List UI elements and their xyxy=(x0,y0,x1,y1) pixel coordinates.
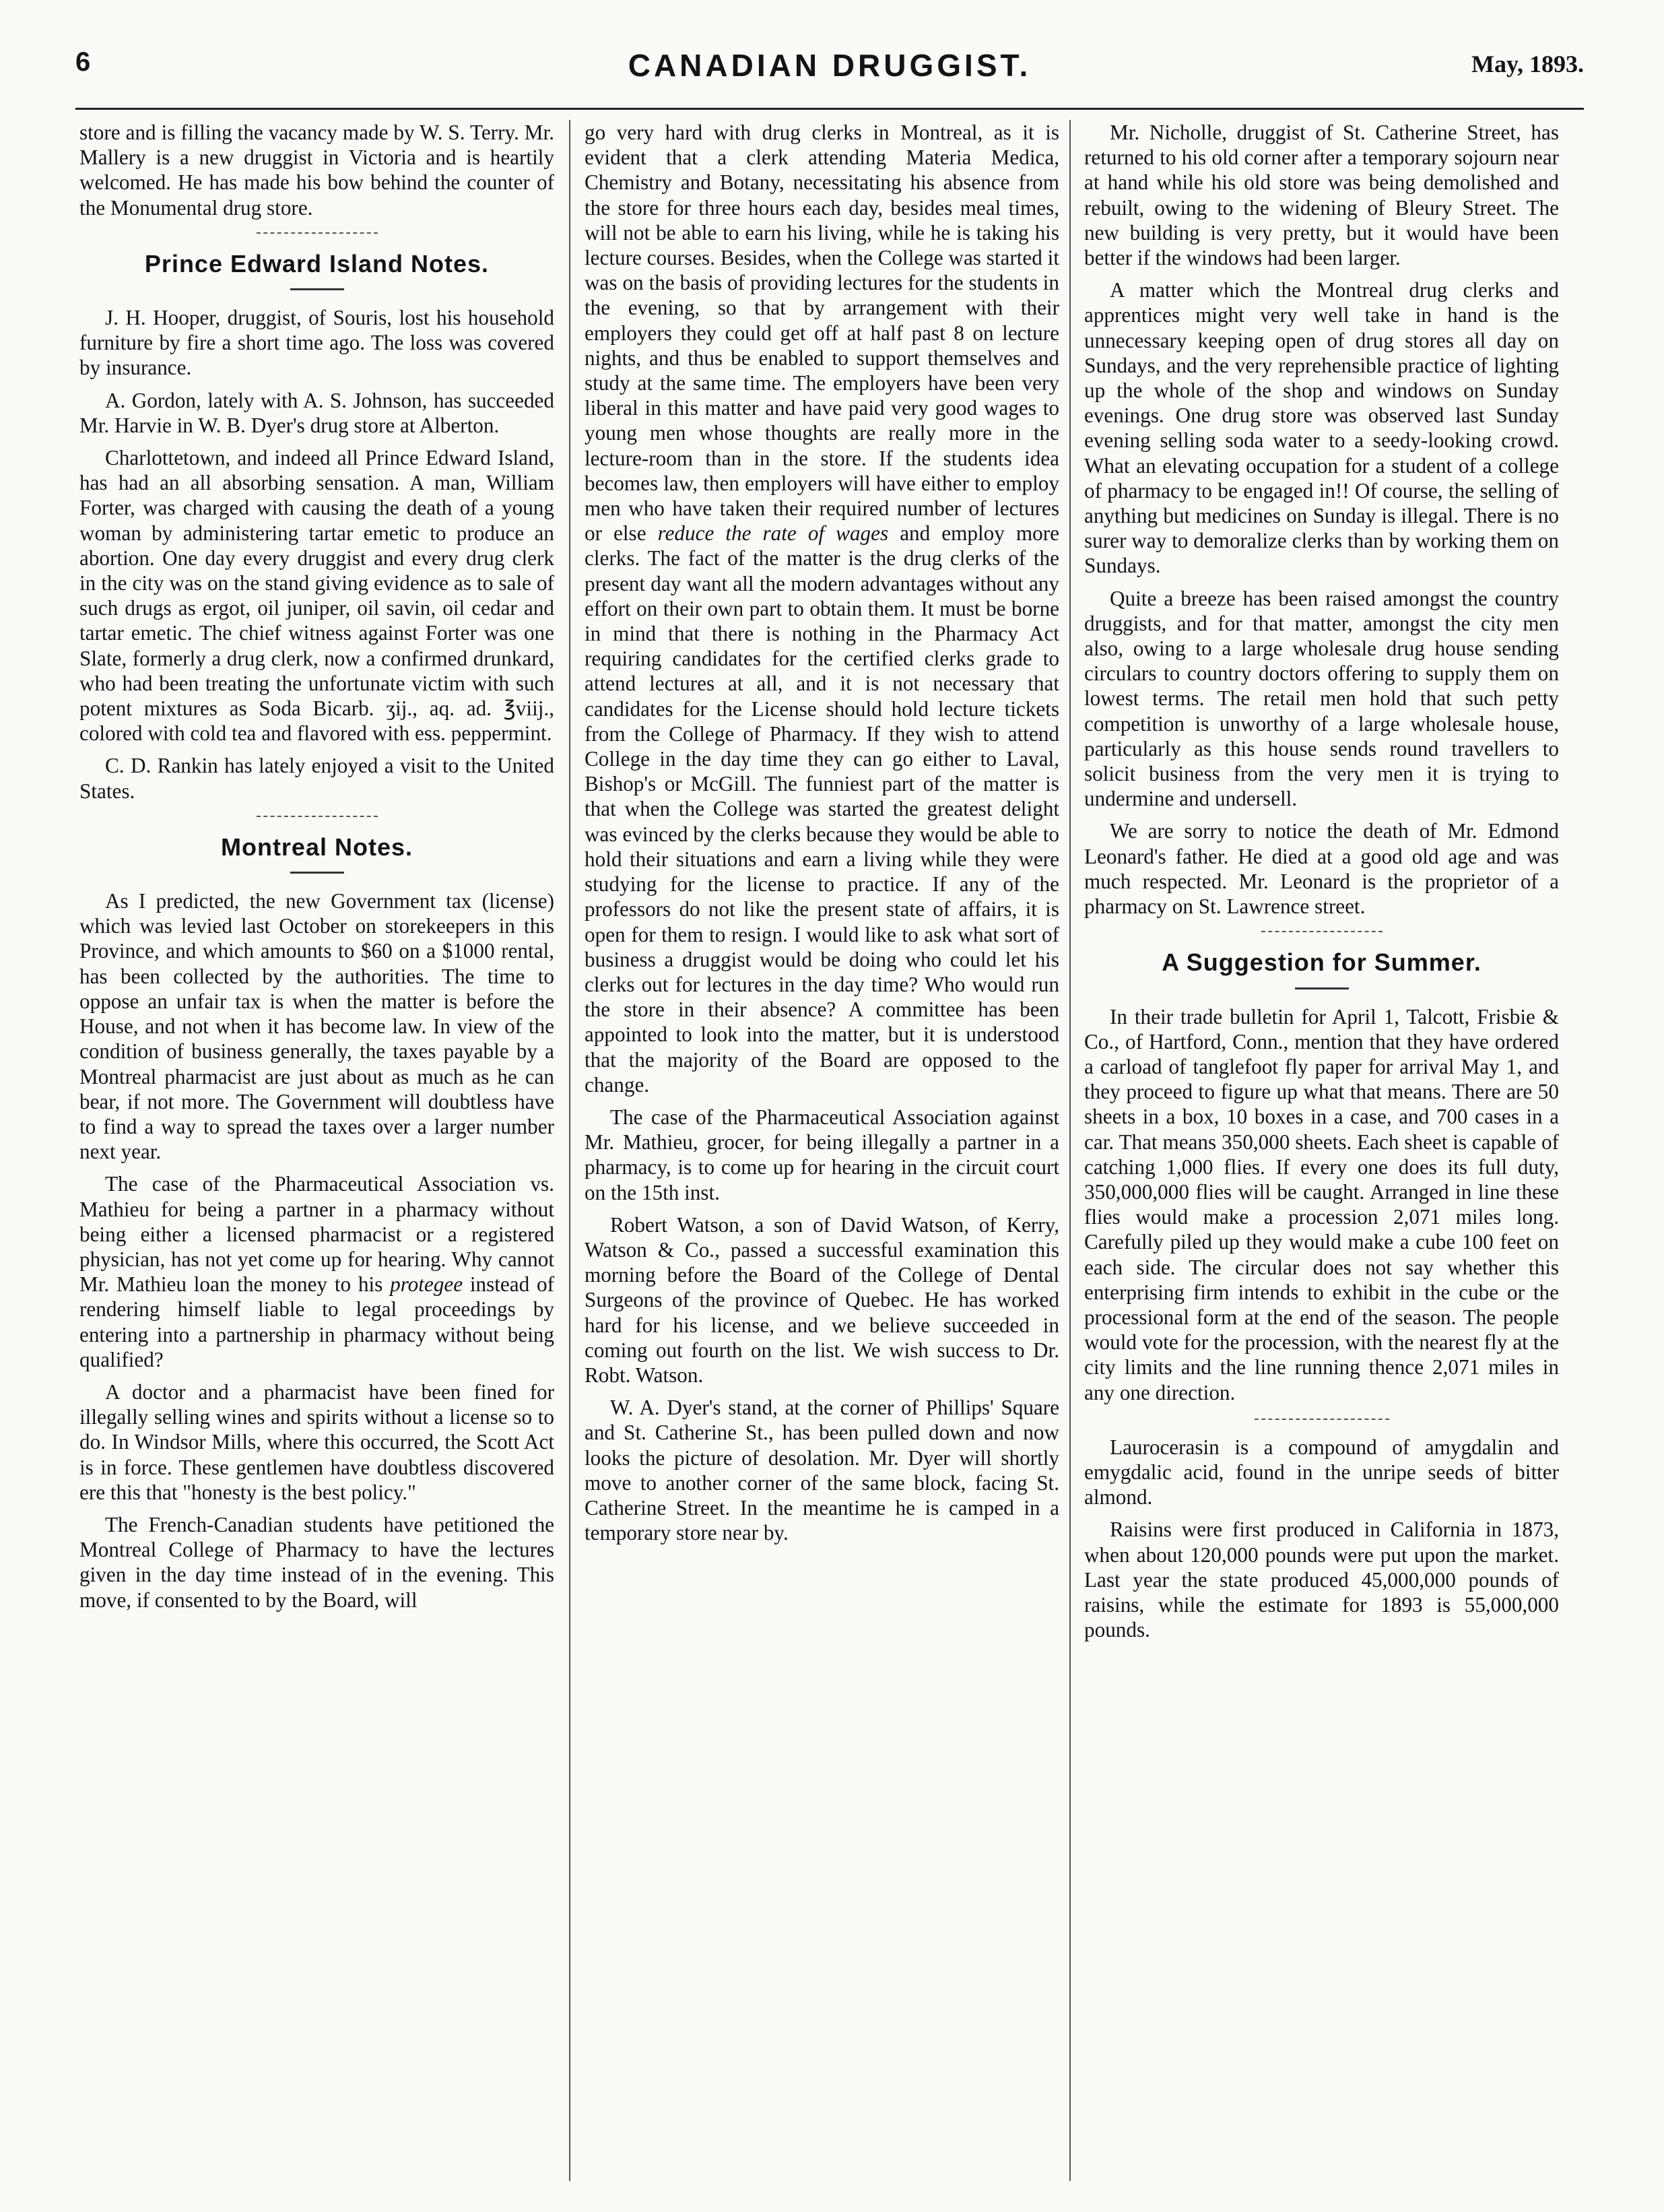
section-ornament xyxy=(1255,1419,1389,1420)
article-paragraph: In their trade bulletin for April 1, Talcott, Frisbie & Co., of Hartford, Conn., mention that they have ordered a carload of tanglefoot fly paper for arrival May 1, and they proceed to figure up what that means. There are 50 sheets in a box, 10 boxes in a case, and 700 cases in a car. That means 350,000 sheets. Each sheet is capable of catching 1,000 flies. If every one does its full duty, 350,000,000 flies will be caught. Arranged in line these flies would make a procession 2,071 miles long. Carefully piled up they would make a cube 100 feet on each side. The circular does not say whether this enterprising firm intends to exhibit in the cube or the processional form at the end of the season. The people would vote for the procession, with the nearest fly at the city limits and the line running thence 2,071 miles in any one direction. xyxy=(1084,1004,1559,1404)
article-paragraph: C. D. Rankin has lately enjoyed a visit to the United States. xyxy=(79,754,554,803)
section-heading-pei: Prince Edward Island Notes. xyxy=(144,249,490,278)
article-paragraph: The French-Canadian students have petitioned the Montreal College of Pharmacy to have the lectures given in the day time instead of in the evening. This move, if consented to by the Board, will xyxy=(79,1512,554,1612)
heading-rule xyxy=(290,872,344,874)
column-divider xyxy=(569,120,570,2181)
article-paragraph: The case of the Pharmaceutical Association against Mr. Mathieu, grocer, for being illegally a partner in a pharmacy, is to come up for hearing in the circuit court on the 15th inst. xyxy=(585,1105,1059,1204)
article-paragraph: A. Gordon, lately with A. S. Johnson, has succeeded Mr. Harvie in W. B. Dyer's drug store at Alberton. xyxy=(79,388,554,437)
section-heading-summer: A Suggestion for Summer. xyxy=(1162,948,1482,977)
header-rule xyxy=(75,108,1584,110)
section-heading-montreal: Montreal Notes. xyxy=(220,833,413,861)
heading-rule xyxy=(290,288,344,290)
article-paragraph: A matter which the Montreal drug clerks and apprentices might very well take in hand is the unnecessary keeping open of drug stores all day on Sundays, and the very reprehensible practice of lighting up the whole of the shop and windows on Sunday evenings. One drug store was observed last Sunday evening selling soda water to a seedy-looking crowd. What an elevating occupation for a student of a college of pharmacy to be engaged in!! Of course, the selling of anything but medicines on Sunday is illegal. There is no surer way to demoralize clerks than by working them on Sundays. xyxy=(1084,278,1559,578)
article-paragraph: Raisins were first produced in California in 1873, when about 120,000 pounds were put upon the market. Last year the state produced 45,000,000 pounds of raisins, while the estimate for 1893 is 55,000,000 pounds. xyxy=(1084,1518,1559,1642)
article-paragraph: go very hard with drug clerks in Montreal, as it is evident that a clerk attending Materia Medica, Chemistry and Botany, necessitating his absence from the store for three hours each day, besides meal times, will not be able to earn his living, while he is taking his lecture courses. Besides, when the College was started it was on the basis of providing lectures for the students in the evening, so that by arrangement with their employers they could get off at half past 8 on lecture nights, and thus be enabled to support themselves and study at the same time. The employers have been very liberal in this matter and have paid very good wages to young men whose thoughts are really more in the lecture-room than in the store. If the students idea becomes law, then employers will have either to employ men who have taken their required number of lectures or else reduce the rate of wages and employ more clerks. The fact of the matter is the drug clerks of the present day want all the modern advantages without any effort on their own part to obtain them. It must be borne in mind that there is nothing in the Pharmacy Act requiring candidates for the certified clerks grade to attend lectures at all, and it is not necessary that candidates for the License should hold lecture tickets from the College of Pharmacy. If they wish to attend College in the day time they can go either to Laval, Bishop's or McGill. The funniest part of the matter is that when the College was started the greatest delight was evinced by the clerks because they would be able to hold their situations and earn a living while they were studying for the license to practice. If any of the professors do not like the present state of affairs, it is open for them to resign. I would like to ask what sort of business a druggist would be doing who could let his clerks out for lectures in the day time? Who would run the store in their absence? A committee has been appointed to look into the matter, but it is understood that the majority of the Board are opposed to the change. xyxy=(585,121,1059,1097)
article-paragraph: Laurocerasin is a compound of amygdalin and emygdalic acid, found in the unripe seeds of bitter almond. xyxy=(1084,1435,1559,1509)
article-paragraph: The case of the Pharmaceutical Association vs. Mathieu for being a partner in a pharmacy without being either a licensed pharmacist or a registered physician, has not yet come up for hearing. Why cannot Mr. Mathieu loan the money to his protegee instead of rendering himself liable to legal proceedings by entering into a partnership in pharmacy without being qualified? xyxy=(79,1172,554,1371)
section-ornament xyxy=(257,232,378,234)
article-paragraph: We are sorry to notice the death of Mr. Edmond Leonard's father. He died at a good old age and was much respected. Mr. Leonard is the proprietor of a pharmacy on St. Lawrence street. xyxy=(1084,819,1559,919)
article-paragraph: J. H. Hooper, druggist, of Souris, lost his household furniture by fire a short time ago. The loss was covered by insurance. xyxy=(79,306,554,380)
article-paragraph: Robert Watson, a son of David Watson, of Kerry, Watson & Co., passed a successful examination this morning before the Board of the College of Dental Surgeons of the province of Quebec. He has worked hard for his license, and we believe succeeded in coming out fourth on the list. We wish success to Dr. Robt. Watson. xyxy=(585,1212,1059,1387)
article-paragraph: Charlottetown, and indeed all Prince Edward Island, has had an all absorbing sensation. A man, William Forter, was charged with causing the death of a young woman by administering tartar emetic to produce an abortion. One day every druggist and every drug clerk in the city was on the stand giving evidence as to sale of such drugs as ergot, oil juniper, oil savin, oil cedar and tartar emetic. The chief witness against Forter was one Slate, formerly a drug clerk, now a confirmed drunkard, who had been treating the unfortunate victim with such potent mixtures as Soda Bicarb. ʒij., aq. ad. ℥viij., colored with cold tea and flavored with ess. peppermint. xyxy=(79,446,554,746)
page-number: 6 xyxy=(75,47,91,77)
heading-rule xyxy=(1295,987,1349,989)
article-paragraph: As I predicted, the new Government tax (license) which was levied last October on storekeepers in this Province, and which amounts to $60 on a $1000 rental, has been collected by the authorities. The time to oppose an unfair tax is when the matter is before the House, and not when it has become law. In view of the condition of business generally, the taxes payable by a Montreal pharmacist are just about as much as he can bear, if not more. The Government will doubtless have to find a way to spread the taxes over a larger number next year. xyxy=(79,889,554,1164)
article-paragraph: A doctor and a pharmacist have been fined for illegally selling wines and spirits without a license so to do. In Windsor Mills, where this occurred, the Scott Act is in force. These gentlemen have doubtless discovered ere this that "honesty is the best policy." xyxy=(79,1379,554,1504)
page-header xyxy=(75,42,1584,89)
italic-phrase: reduce the rate of wages xyxy=(657,521,889,546)
article-paragraph: Quite a breeze has been raised amongst the country druggists, and for that matter, amongst the city men also, owing to a large wholesale drug house sending circulars to country doctors offering to supply them on lowest terms. The retail men hold that such petty competition is unworthy of a large wholesale house, particularly as this house sends round travellers to solicit business from the very men it is trying to undermine and undersell. xyxy=(1084,586,1559,811)
column-divider xyxy=(1069,120,1071,2181)
masthead: CANADIAN DRUGGIST. xyxy=(628,48,1032,83)
section-ornament xyxy=(257,816,378,817)
column-left xyxy=(79,120,554,2181)
article-paragraph: Mr. Nicholle, druggist of St. Catherine Street, has returned to his old corner after a temporary sojourn near at hand while his old store was being demolished and rebuilt, owing to the widening of Bleury Street. The new building is very pretty, but it would have been better if the windows had been larger. xyxy=(1084,121,1559,270)
article-paragraph: store and is filling the vacancy made by W. S. Terry. Mr. Mallery is a new druggist in Victoria and is heartily welcomed. He has made his bow behind the counter of the Monumental drug store. xyxy=(79,121,554,220)
section-ornament xyxy=(1261,931,1383,932)
column-right xyxy=(1084,120,1559,2181)
column-middle xyxy=(585,120,1059,2181)
italic-word: protegee xyxy=(390,1272,463,1297)
issue-date: May, 1893. xyxy=(1471,51,1584,77)
article-paragraph: W. A. Dyer's stand, at the corner of Phillips' Square and St. Catherine St., has been pulled down and now looks the picture of desolation. Mr. Dyer will shortly move to another corner of the same block, facing St. Catherine Street. In the meantime he is camped in a temporary store near by. xyxy=(585,1396,1059,1545)
